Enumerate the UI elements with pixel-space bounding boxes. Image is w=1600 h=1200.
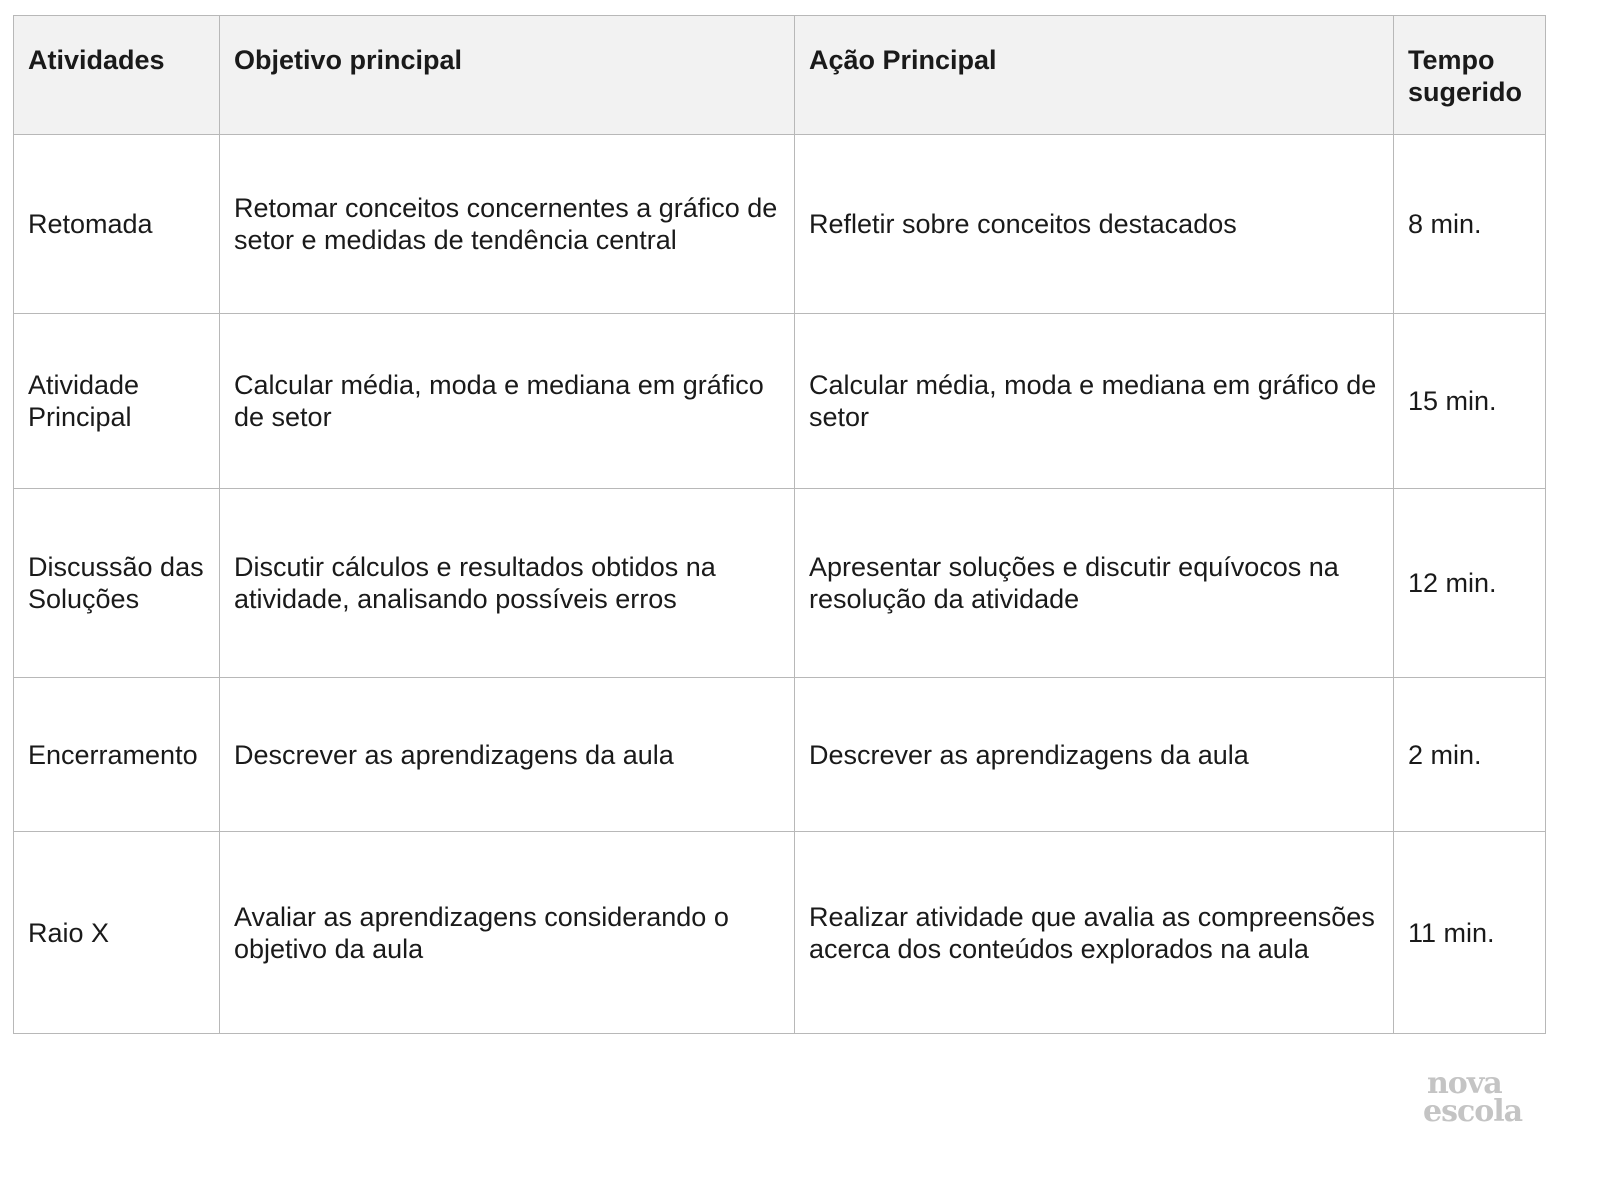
header-main-action: Ação Principal: [795, 16, 1394, 135]
nova-escola-logo: [1423, 1066, 1543, 1129]
activity-cell: Retomada: [14, 135, 220, 314]
objective-cell: Calcular média, moda e mediana em gráfico de setor: [220, 314, 795, 489]
header-activities: Atividades: [14, 16, 220, 135]
table-header: [14, 16, 1546, 135]
activity-cell: Encerramento: [14, 678, 220, 832]
table-row: [14, 832, 1546, 1034]
table-body: [14, 135, 1546, 1034]
action-cell: Realizar atividade que avalia as compreensões acerca dos conteúdos explorados na aula: [795, 832, 1394, 1034]
header-row: [14, 16, 1546, 135]
table-row: [14, 135, 1546, 314]
objective-cell: Avaliar as aprendizagens considerando o objetivo da aula: [220, 832, 795, 1034]
activity-cell: Discussão das Soluções: [14, 489, 220, 678]
time-cell: 15 min.: [1394, 314, 1546, 489]
objective-cell: Descrever as aprendizagens da aula: [220, 678, 795, 832]
lesson-plan-table: [13, 15, 1546, 1034]
time-cell: 11 min.: [1394, 832, 1546, 1034]
activity-cell: Atividade Principal: [14, 314, 220, 489]
action-cell: Calcular média, moda e mediana em gráfico de setor: [795, 314, 1394, 489]
objective-cell: Retomar conceitos concernentes a gráfico de setor e medidas de tendência central: [220, 135, 795, 314]
action-cell: Refletir sobre conceitos destacados: [795, 135, 1394, 314]
header-main-objective: Objetivo principal: [220, 16, 795, 135]
action-cell: Apresentar soluções e discutir equívocos na resolução da atividade: [795, 489, 1394, 678]
time-cell: 12 min.: [1394, 489, 1546, 678]
table-row: [14, 678, 1546, 832]
table-row: [14, 489, 1546, 678]
activity-cell: Raio X: [14, 832, 220, 1034]
time-cell: 2 min.: [1394, 678, 1546, 832]
objective-cell: Discutir cálculos e resultados obtidos na atividade, analisando possíveis erros: [220, 489, 795, 678]
logo-line-nova: nova: [1427, 1066, 1502, 1101]
table-row: [14, 314, 1546, 489]
action-cell: Descrever as aprendizagens da aula: [795, 678, 1394, 832]
logo-line-escola: escola: [1423, 1094, 1523, 1129]
header-suggested-time: Tempo sugerido: [1394, 16, 1546, 135]
time-cell: 8 min.: [1394, 135, 1546, 314]
